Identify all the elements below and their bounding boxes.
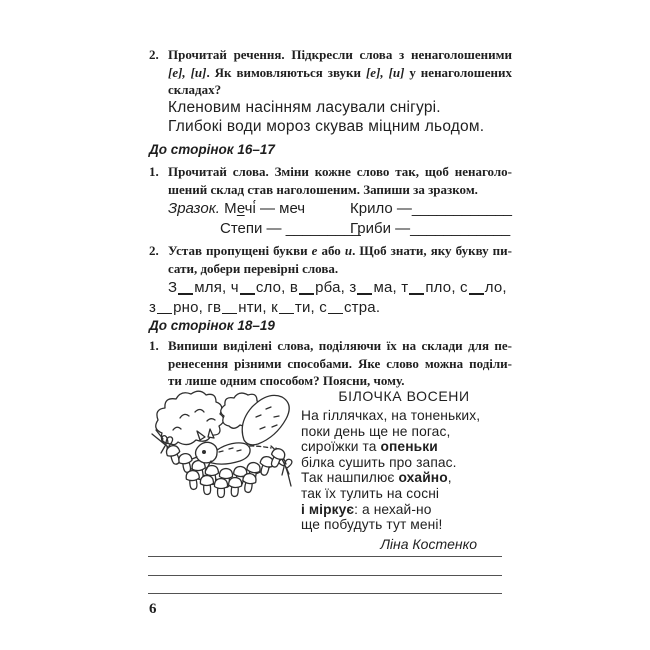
- writing-line: [148, 575, 502, 576]
- exercise-number: 2.: [149, 243, 159, 258]
- text-segment: у ненаголошених: [404, 64, 512, 80]
- squirrel-illustration: [149, 388, 301, 500]
- text-segment: Устав пропущені букви: [168, 243, 312, 258]
- squirrel-eye: [202, 450, 206, 454]
- exercise-line: сати, добери перевірні слова.: [168, 260, 339, 276]
- poem-line: [301, 455, 515, 471]
- poem-line: [301, 408, 515, 424]
- poem-text: поки день ще не погас,: [301, 423, 451, 439]
- poem-line: [301, 424, 515, 440]
- page-number: 6: [149, 601, 157, 617]
- exercise-text: [168, 242, 512, 277]
- poem-bold-word: і міркує: [301, 501, 355, 517]
- sentence: Кленовим насінням ласували снігурі.: [168, 99, 441, 116]
- exercise-text: [168, 337, 512, 390]
- exercise-text: [168, 46, 512, 99]
- letter-y-italic: и: [344, 243, 353, 258]
- sample-row: [168, 220, 511, 240]
- writing-line: [148, 556, 502, 557]
- sample-word-prefix: М: [224, 200, 237, 217]
- gap-words-line: З мля, ч сло, в рба, з ма, т пло, с ло,: [168, 279, 507, 296]
- poem-text: ще побудуть тут мені!: [301, 517, 443, 533]
- exercise-1: [149, 163, 512, 198]
- phonetic-segment: [е], [и]: [365, 64, 405, 80]
- poem-line: [301, 517, 515, 533]
- exercise-line: [168, 242, 512, 260]
- sample-word-rest: чі́ — меч: [244, 200, 306, 217]
- writing-line: [148, 593, 502, 594]
- writing-lines: [148, 556, 502, 596]
- exercise-number: 1.: [149, 164, 159, 179]
- reading-sentences: [168, 99, 513, 136]
- poem-column: [301, 388, 515, 552]
- poem-bold-word: опеньки: [380, 439, 438, 455]
- poem-text: білка сушить про запас.: [301, 454, 457, 470]
- exercise-line: ти лише одним способом? Поясни, чому.: [168, 373, 405, 388]
- poem-line: [301, 439, 515, 455]
- sample-label: Зразок.: [168, 200, 220, 217]
- section-heading-18-19: До сторінок 18–19: [149, 318, 275, 333]
- sample-block: [168, 200, 511, 240]
- exercise-line: складах?: [168, 82, 222, 97]
- text-segment: . Як вимовляються звуки: [206, 64, 366, 80]
- sample-row: [168, 200, 511, 220]
- blank-item: Гриби —____________: [350, 220, 511, 237]
- letter-e-italic: е: [311, 243, 318, 258]
- exercise-line: Прочитай речення. Підкресли слова з ненаголошеними: [168, 47, 512, 62]
- poem-text: так їх тулить на сосні: [301, 485, 440, 501]
- squirrel-head: [196, 442, 218, 463]
- poem-text: ,: [447, 470, 452, 486]
- poem-line: [301, 470, 515, 486]
- exercise-number: 2.: [149, 47, 159, 62]
- poem-title: БІЛОЧКА ВОСЕНИ: [338, 388, 470, 404]
- phonetic-segment: [е], [и]: [168, 64, 207, 80]
- sentence: Глибокі води мороз скував міцним льодом.: [168, 117, 485, 135]
- exercise-number: 1.: [149, 338, 159, 353]
- poem-text: На гіллячках, на тоненьких,: [301, 408, 481, 423]
- exercise-line: Випиши виділені слова, поділяючи їх на склади для пе-: [168, 338, 512, 353]
- poem-text: : а нехай-но: [354, 501, 432, 517]
- text-segment: . Щоб знати, яку букву пи-: [352, 243, 512, 258]
- exercise-2: [149, 242, 512, 277]
- squirrel-whisker: [192, 457, 197, 459]
- gap-words-block: [149, 278, 515, 317]
- exercise-3: [149, 337, 512, 390]
- exercise-top: [149, 46, 512, 99]
- poem-section: [149, 388, 515, 552]
- poem-text: Так нашпилює: [301, 470, 399, 486]
- exercise-line: [168, 64, 512, 82]
- poem-line: [301, 486, 515, 502]
- text-segment: або: [317, 243, 345, 258]
- exercise-line: шений склад став наголошеним. Запиши за зразком.: [168, 181, 478, 197]
- blank-item: Крило —____________: [350, 200, 512, 217]
- exercise-line: Прочитай слова. Зміни кожне слово так, щоб ненаголо-: [168, 164, 512, 179]
- poem-text: сироїжки та: [301, 439, 381, 455]
- poem-line: [301, 502, 515, 518]
- gap-words-line: з рно, гв нти, к ти, с стра.: [149, 298, 381, 316]
- exercise-line: ренесення різними способами. Яке слово можна поділи-: [168, 355, 512, 371]
- poem-author: Ліна Костенко: [380, 535, 477, 552]
- exercise-text: [168, 163, 512, 198]
- poem-bold-word: охайно: [398, 470, 448, 486]
- blank-item: Степи — _________: [220, 220, 361, 237]
- underlined-letter: е: [236, 200, 245, 217]
- section-heading-16-17: До сторінок 16–17: [149, 142, 275, 157]
